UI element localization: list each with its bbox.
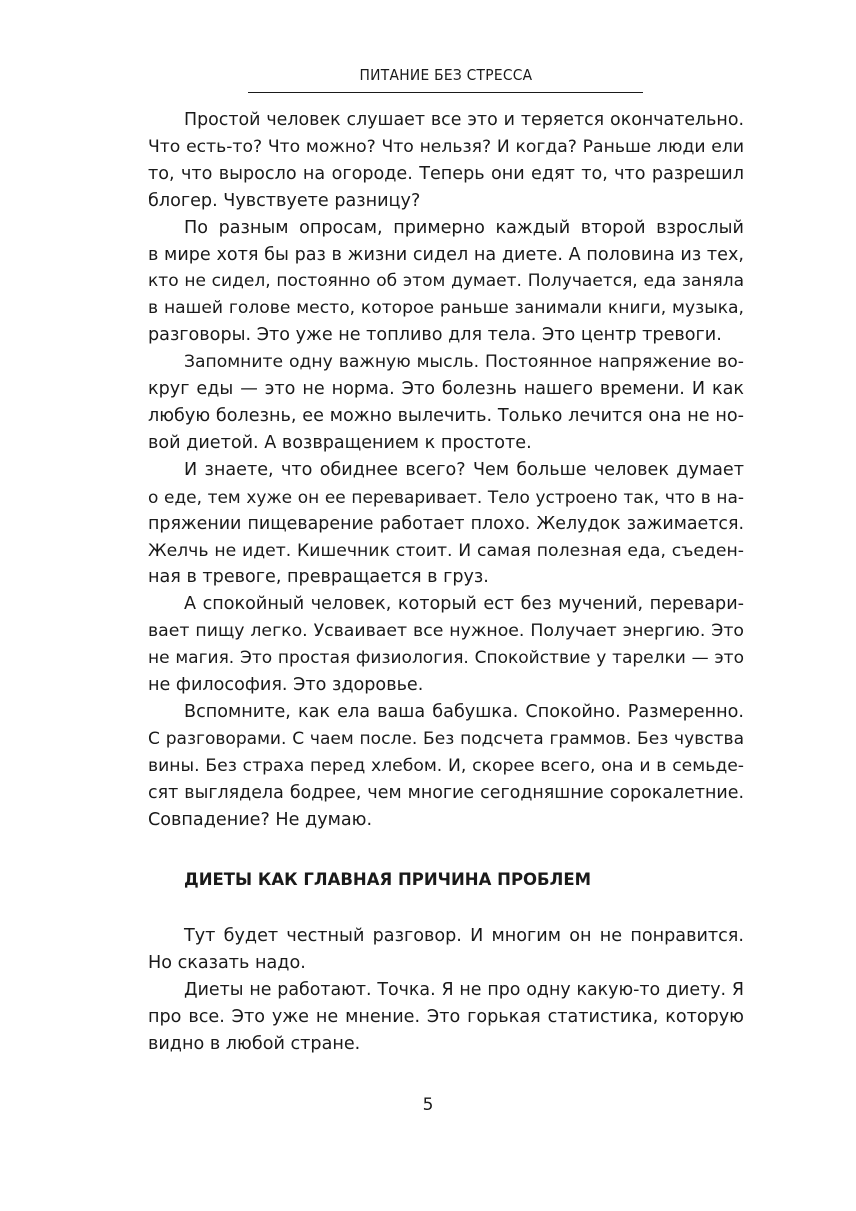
text-line: в нашей голове место, которое раньше занимали книги, музыка, — [148, 298, 744, 319]
text-line: Запомните одну важную мысль. Постоянное напряжение во- — [184, 352, 744, 373]
text-line: Совпадение? Не думаю. — [148, 809, 373, 830]
text-line: в мире хотя бы раз в жизни сидел на диете. А половина из тех, — [148, 244, 744, 265]
text-line: Простой человек слушает все это и теряется окончательно. — [184, 110, 744, 130]
text-line: про все. Это уже не мнение. Это горькая статистика, которую — [148, 1007, 744, 1028]
paragraph — [148, 591, 744, 699]
text-line: Но сказать надо. — [148, 953, 306, 974]
text-line: блогер. Чувствуете разницу? — [148, 190, 421, 211]
text-line: вины. Без страха перед хлебом. И, скорее всего, она и в семьде- — [148, 755, 744, 776]
paragraph — [148, 215, 744, 350]
text-line: Вспомните, как ела ваша бабушка. Спокойно. Размеренно. — [184, 701, 744, 722]
running-header — [248, 64, 643, 93]
text-line: ная в тревоге, превращается в груз. — [148, 567, 489, 588]
paragraph — [148, 923, 744, 977]
page-number: 5 — [422, 1095, 434, 1115]
section-heading: ДИЕТЫ КАК ГЛАВНАЯ ПРИЧИНА ПРОБЛЕМ — [184, 870, 592, 890]
text-line: вает пищу легко. Усваивает все нужное. Получает энергию. Это — [148, 621, 744, 642]
text-line: С разговорами. С чаем после. Без подсчета граммов. Без чувства — [148, 728, 744, 749]
text-line: кто не сидел, постоянно об этом думает. Получается, еда заняла — [148, 271, 744, 292]
text-line: Желчь не идет. Кишечник стоит. И самая полезная еда, съеден- — [148, 540, 744, 561]
text-line: то, что выросло на огороде. Теперь они едят то, что разрешил — [148, 163, 744, 184]
section-spacer — [148, 833, 744, 867]
paragraph — [148, 349, 744, 457]
text-line: любую болезнь, ее можно вылечить. Только лечится она не но- — [148, 405, 744, 426]
text-line: о еде, тем хуже он ее переваривает. Тело устроено так, что в на- — [148, 486, 744, 507]
text-line: видно в любой стране. — [148, 1034, 361, 1055]
paragraph — [148, 699, 744, 834]
text-line: пряжении пищеварение работает плохо. Желудок зажимается. — [148, 513, 744, 534]
text-line: Тут будет честный разговор. И многим он не понравится. — [184, 926, 744, 947]
text-line: не философия. Это здоровье. — [148, 675, 424, 696]
text-line: сят выглядела бодрее, чем многие сегодняшние сорокалетние. — [148, 782, 744, 803]
paragraph — [148, 457, 744, 592]
text-line: А спокойный человек, который ест без мучений, перевари- — [184, 594, 744, 615]
text-line: не магия. Это простая физиология. Спокойствие у тарелки — это — [148, 648, 744, 669]
running-header-title: ПИТАНИЕ БЕЗ СТРЕССА — [359, 66, 532, 84]
page-body — [148, 107, 744, 1058]
text-line: круг еды — это не норма. Это болезнь нашего времени. И как — [148, 379, 744, 400]
text-line: Диеты не работают. Точка. Я не про одну какую-то диету. Я — [184, 980, 744, 1001]
text-line: разговоры. Это уже не топливо для тела. Это центр тревоги. — [148, 325, 722, 346]
text-line: вой диетой. А возвращением к простоте. — [148, 432, 532, 453]
section-spacer — [148, 893, 744, 923]
text-line: Что есть-то? Что можно? Что нельзя? И когда? Раньше люди ели — [148, 136, 744, 157]
paragraph — [148, 107, 744, 215]
text-line: По разным опросам, примерно каждый второй взрослый — [184, 217, 744, 238]
paragraph — [148, 977, 744, 1058]
text-line: И знаете, что обиднее всего? Чем больше человек думает — [184, 459, 744, 480]
